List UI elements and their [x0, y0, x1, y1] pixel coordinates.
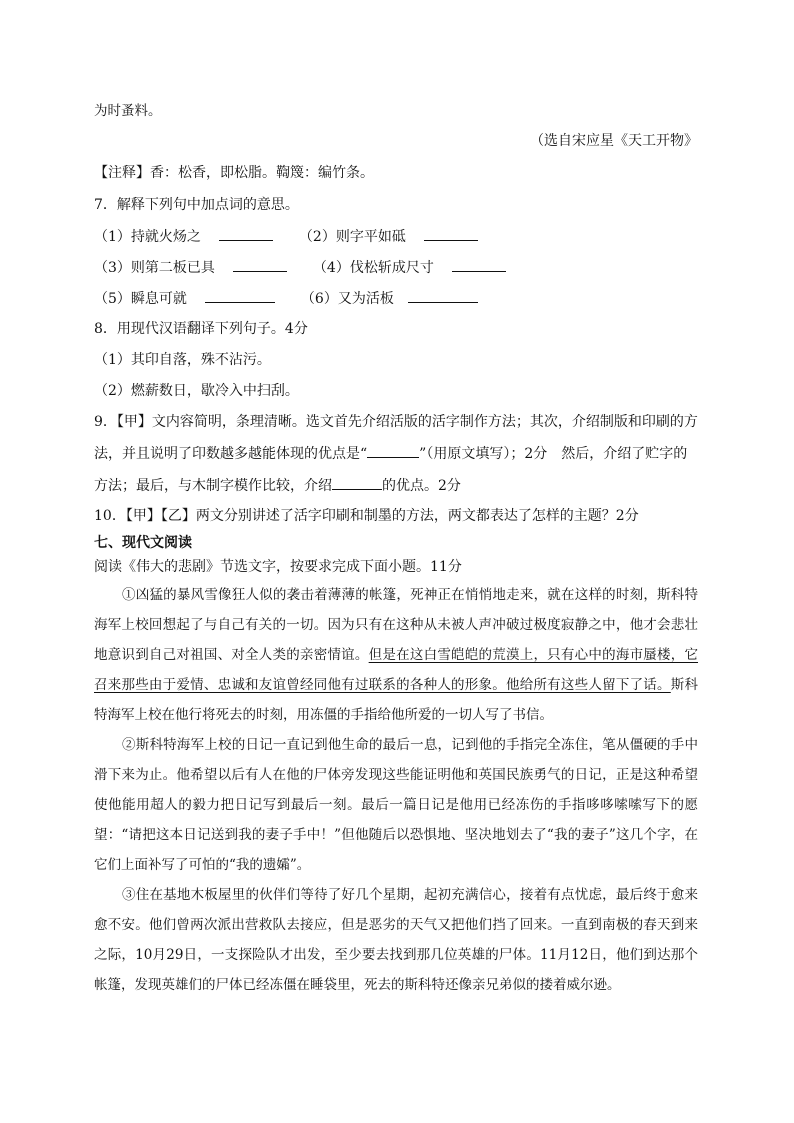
- q9-text: 法，并且说明了印数越多越能体现的优点是“: [94, 446, 368, 462]
- q7-item-3: （3）则第二板已具: [94, 260, 215, 276]
- passage-paragraph-1: [94, 580, 698, 730]
- passage-paragraph-3: ③住在基地木板屋里的伙伴们等待了好几个星期，起初充满信心，接着有点忧虑，最后终于愈来愈不安。他们曾两次派出营救队去接应，但是恶劣的天气又把他们挡了回来。一直到南极的春天到来之际，10月29日，一支探险队才出发，至少要去找到那几位英雄的尸体。11月12日，他们到达那个帐篷，发现英雄们的尸体已经冻僵在睡袋里，死去的斯科特还像亲兄弟似的搂着威尔逊。: [94, 887, 698, 993]
- question-9-line-1: 9．【甲】文内容简明，条理清晰。选文首先介绍活版的活字制作方法；其次，介绍制版和印刷的方: [94, 414, 698, 430]
- passage-paragraph-2: ②斯科特海军上校的日记一直记到他生命的最后一息，记到他的手指完全冻住，笔从僵硬的手中滑下来为止。他希望以后有人在他的尸体旁发现这些能证明他和英国民族勇气的日记，正是这种希望使他能用超人的毅力把日记写到最后一刻。最后一篇日记是他用已经冻伤的手指哆哆嗦嗦写下的愿望：“请把这本日记送到我的妻子手中！”但他随后以恐惧地、坚决地划去了“我的妻子”这几个字，在它们上面补写了可怕的“我的遗孀”。: [94, 737, 698, 873]
- answer-blank[interactable]: [452, 257, 506, 272]
- answer-blank[interactable]: [408, 288, 478, 303]
- section-7-intro: 阅读《伟大的悲剧》节选文字，按要求完成下面小题。11分: [94, 559, 462, 575]
- q7-item-5: （5）瞬息可就: [94, 291, 187, 307]
- source-citation: （选自宋应星《天工开物》: [530, 133, 698, 149]
- section-7-heading: 七、现代文阅读: [94, 535, 192, 551]
- question-7-title: 7．解释下列句中加点词的意思。: [94, 197, 299, 213]
- question-7-row-1: [94, 226, 482, 247]
- top-line: 为时蚤料。: [94, 103, 162, 119]
- answer-blank[interactable]: [219, 226, 273, 241]
- underlined-sentence: 但是在这白雪皑皑的荒漠上，只有心中的海市蜃楼，它召来那些由于爱情、忠诚和友谊曾经同他有过联系的各种人的形象。他给所有这些人留下了话。: [94, 647, 699, 693]
- passage-text: 斯科特海军上校在他行将死去的时刻，用冻僵的手指给他所爱的一切人写了书信。: [94, 677, 698, 723]
- answer-blank[interactable]: [424, 226, 478, 241]
- question-9-line-3: [94, 475, 461, 496]
- answer-blank[interactable]: [233, 257, 287, 272]
- q7-item-1: （1）持就火炀之: [94, 229, 201, 245]
- q7-item-2: （2）则字平如砥: [298, 229, 406, 245]
- question-9-line-2: [94, 443, 687, 464]
- question-10: 10．【甲】【乙】两文分别讲述了活字印刷和制墨的方法，两文都表达了怎样的主题？2分: [94, 508, 639, 524]
- answer-blank[interactable]: [205, 288, 275, 303]
- q9-text: 方法；最后，与木制字模作比较，介绍: [94, 478, 332, 494]
- reading-passage: [94, 580, 698, 1000]
- q7-item-6: （6）又为活板: [300, 291, 394, 307]
- question-8-title: 8．用现代汉语翻译下列句子。4分: [94, 321, 308, 337]
- annotation-note: 【注释】香：松香，即松脂。鞫篾：编竹条。: [94, 165, 374, 181]
- question-8-sentence-2: （2）燃薪数日，歇冷入中扫刮。: [94, 383, 299, 399]
- answer-blank[interactable]: [332, 475, 382, 490]
- question-7-row-2: [94, 257, 510, 278]
- question-8-sentence-1: （1）其印自落，殊不沾污。: [94, 352, 271, 368]
- q9-text: 的优点。2分: [382, 478, 461, 494]
- question-7-row-3: [94, 288, 482, 309]
- passage-text: ①凶猛的暴风雪像狂人似的袭击着薄薄的帐篷，死神正在悄悄地走来，就在这样的时刻，斯科特海军上校回想起了与自己有关的一切。因为只有在这种从未被人声冲破过极度寂静之中，他才会悲壮地意识到自己对祖国、对全人类的亲密情谊。: [94, 587, 698, 663]
- q7-item-4: （4）伐松斩成尺寸: [312, 260, 434, 276]
- q9-text: ”（用原文填写）；2分 然后，介绍了贮字的: [419, 446, 688, 462]
- answer-blank[interactable]: [367, 443, 419, 458]
